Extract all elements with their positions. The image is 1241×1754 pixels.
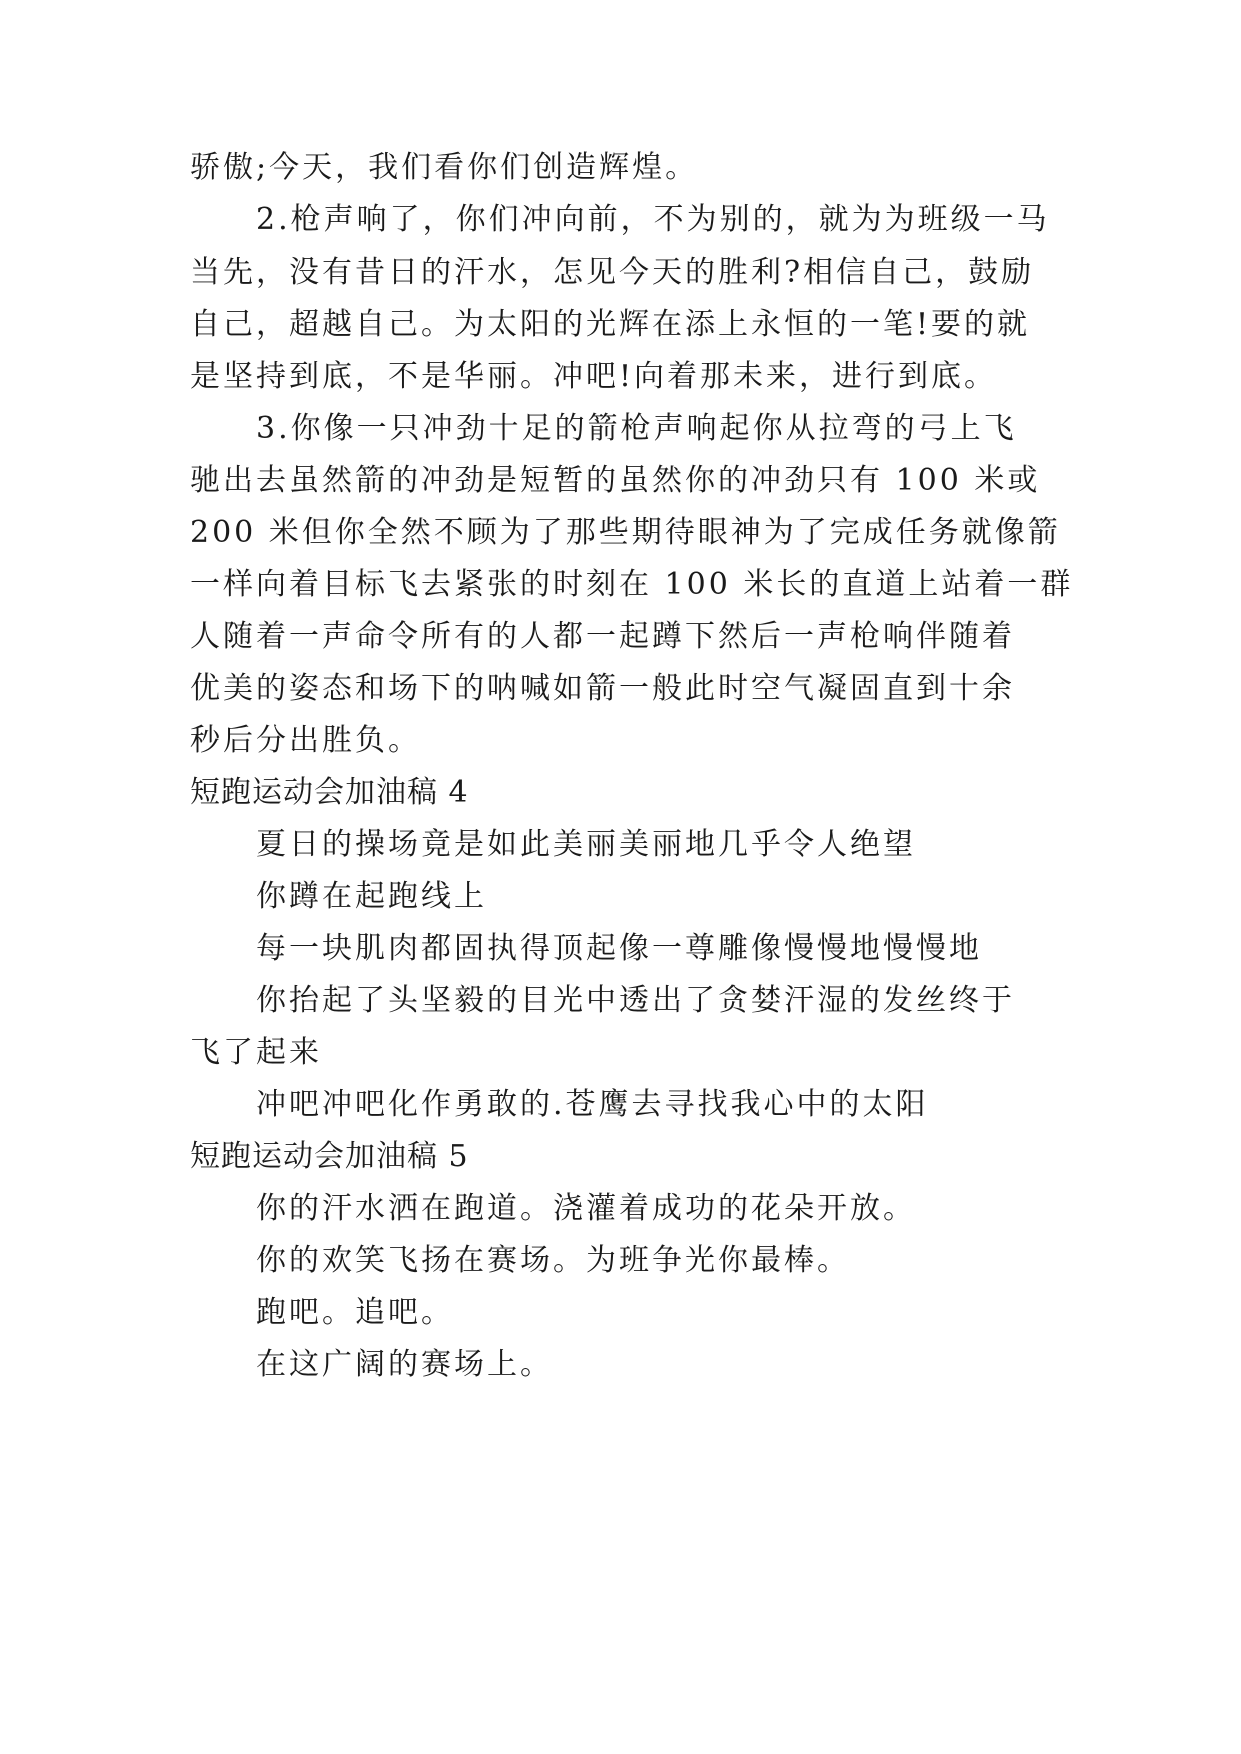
poem-line: 你蹲在起跑线上: [256, 879, 487, 914]
paragraph-line: 2.枪声响了，你们冲向前，不为别的，就为为班级一马: [256, 202, 1050, 237]
poem-line: 飞了起来: [190, 1035, 322, 1070]
paragraph-line: 3.你像一只冲劲十足的箭枪声响起你从拉弯的弓上飞: [256, 411, 1017, 446]
poem-line: 冲吧冲吧化作勇敢的.苍鹰去寻找我心中的太阳: [256, 1087, 929, 1122]
paragraph-line: 一样向着目标飞去紧张的时刻在 100 米长的直道上站着一群: [190, 567, 1074, 602]
poem-line: 夏日的操场竟是如此美丽美丽地几乎令人绝望: [256, 827, 916, 862]
poem-line: 你的汗水洒在跑道。浇灌着成功的花朵开放。: [256, 1191, 916, 1226]
poem-line: 在这广阔的赛场上。: [256, 1347, 553, 1382]
paragraph-line: 骄傲;今天，我们看你们创造辉煌。: [190, 150, 699, 185]
paragraph-line: 优美的姿态和场下的呐喊如箭一般此时空气凝固直到十余: [190, 671, 1015, 706]
paragraph-line: 秒后分出胜负。: [190, 723, 421, 758]
paragraph-line: 200 米但你全然不顾为了那些期待眼神为了完成任务就像箭: [190, 515, 1061, 550]
poem-line: 你抬起了头坚毅的目光中透出了贪婪汗湿的发丝终于: [256, 983, 1015, 1018]
paragraph-line: 自己，超越自己。为太阳的光辉在添上永恒的一笔!要的就: [190, 307, 1031, 342]
paragraph-line: 当先，没有昔日的汗水，怎见今天的胜利?相信自己，鼓励: [190, 255, 1035, 290]
section-heading: 短跑运动会加油稿 5: [190, 1139, 469, 1174]
poem-line: 每一块肌肉都固执得顶起像一尊雕像慢慢地慢慢地: [256, 931, 982, 966]
poem-line: 你的欢笑飞扬在赛场。为班争光你最棒。: [256, 1243, 850, 1278]
section-heading: 短跑运动会加油稿 4: [190, 775, 469, 810]
paragraph-line: 是坚持到底，不是华丽。冲吧!向着那未来，进行到底。: [190, 359, 998, 394]
paragraph-line: 驰出去虽然箭的冲劲是短暂的虽然你的冲劲只有 100 米或: [190, 463, 1041, 498]
poem-line: 跑吧。追吧。: [256, 1295, 454, 1330]
paragraph-line: 人随着一声命令所有的人都一起蹲下然后一声枪响伴随着: [190, 619, 1015, 654]
